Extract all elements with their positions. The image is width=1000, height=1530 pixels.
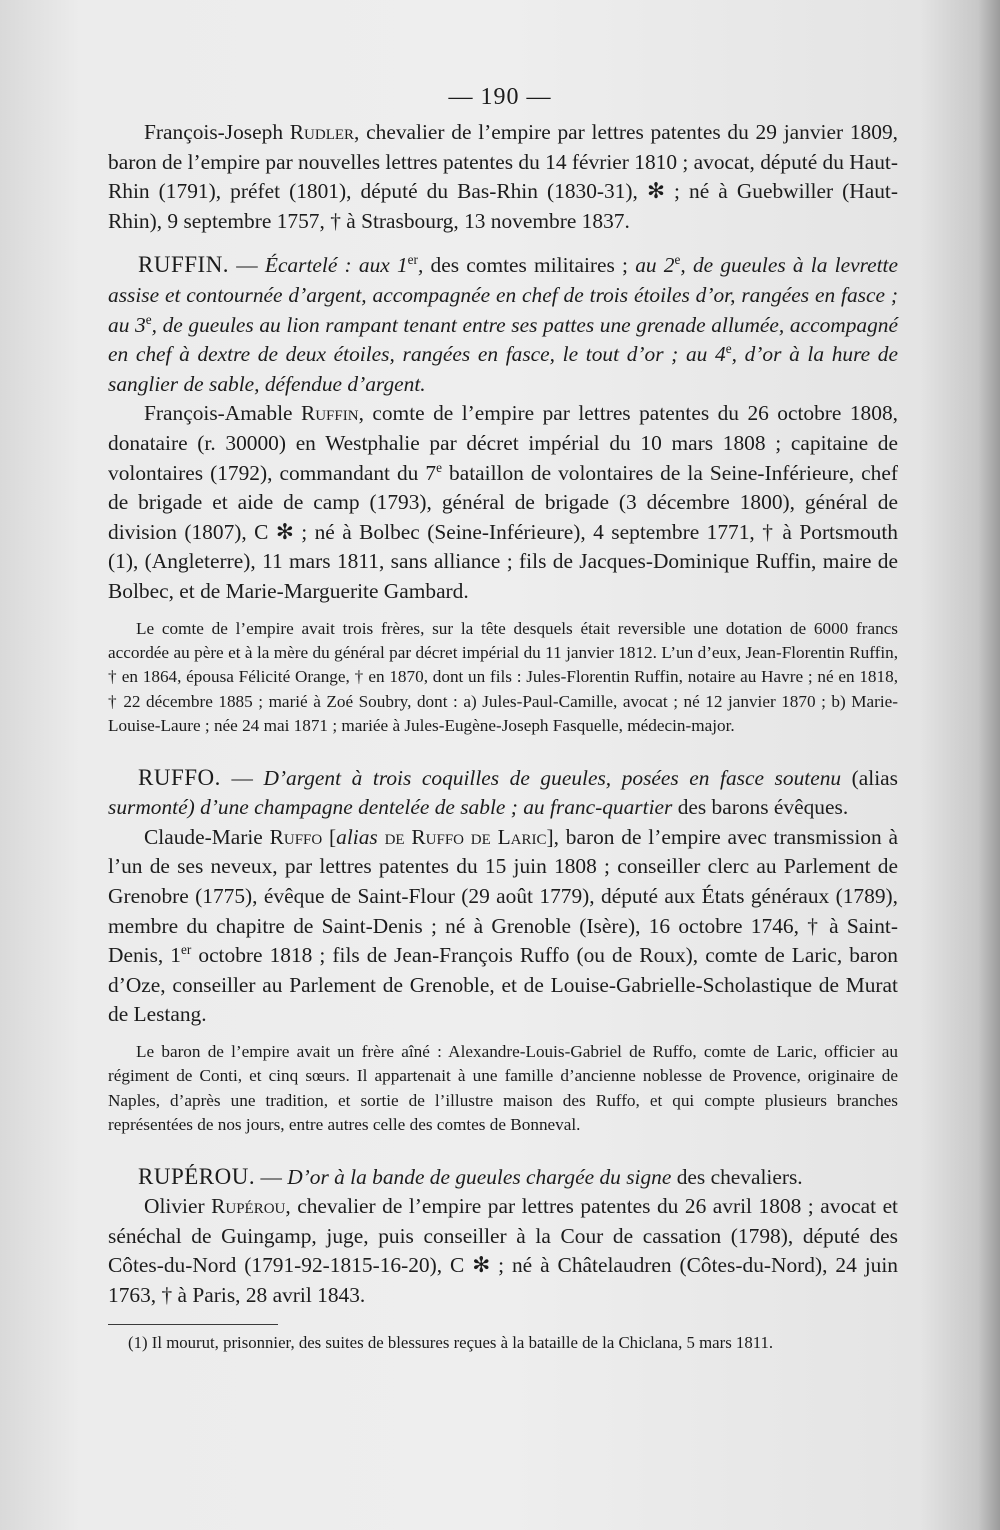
ruffo-arms-a: D’argent à trois coquilles de gueules, posées en fasce soutenu xyxy=(263,765,852,790)
ruffin-arms-1-sup: er xyxy=(407,252,418,268)
ruperou-dash: — xyxy=(255,1164,288,1189)
ruffin-arms-2b: au 2 xyxy=(635,253,675,278)
rudler-text: , chevalier de l’empire par lettres patentes du 29 janvier 1809, baron de l’empire par nouvelles lettres patentes du 14 février 1810 ; avocat, député du Haut-Rhin (1791), préfet (1801), député du Bas-Rhin (1830-31), ✻ ; né à Guebwiller (Haut-Rhin), 9 septembre 1757, † à Strasbourg, 13 novembre 1837. xyxy=(108,120,898,233)
ruffo-bracket-open: [ xyxy=(322,824,337,849)
ruperou-entry xyxy=(108,1192,898,1310)
ruperou-arms xyxy=(108,1162,898,1193)
ruffo-arms xyxy=(108,763,898,823)
ruffo-given-name: Claude-Marie xyxy=(144,824,270,849)
ruffin-arms xyxy=(108,250,898,399)
ruffo-text-b: octobre 1818 ; fils de Jean-François Ruffo (ou de Roux), comte de Laric, baron d’Oze, conseiller au Parlement de Grenoble, et de Louise-Gabrielle-Scholastique de Murat de Lestang. xyxy=(108,943,898,1027)
ruperou-arms-b: des chevaliers. xyxy=(676,1164,803,1189)
ruffo-arms-b: (alias xyxy=(851,765,898,790)
ruffin-arms-4c: , d’or à la hure de sanglier de sable, défendue d’argent. xyxy=(108,342,898,396)
ruffin-text-b: bataillon de volontaires de la Seine-Inférieure, chef de brigade et aide de camp (1793), général de brigade (3 décembre 1800), général de division (1807), C ✻ ; né à Bolbec (Seine-Inférieure), 4 septembre 1771, † à Portsmouth (1), (Angleterre), 11 mars 1811, sans alliance ; fils de Jacques-Dominique Ruffin, maire de Bolbec, et de Marie-Marguerite Gambard. xyxy=(108,460,898,603)
ruperou-family-name: RUPÉROU. xyxy=(138,1163,256,1189)
ruffin-arms-2-sup: e xyxy=(674,252,681,268)
ruperou-text: , chevalier de l’empire par lettres patentes du 26 avril 1808 ; avocat et sénéchal de Guingamp, juge, puis conseiller à la Cour de cassation (1798), député des Côtes-du-Nord (1791-92-1815-16-20), C ✻ ; né à Châtelaudren (Côtes-du-Nord), 24 juin 1763, † à Paris, 28 avril 1843. xyxy=(108,1194,899,1307)
ruffin-notice: Le comte de l’empire avait trois frères, sur la tête desquels était reversible une dotation de 6000 francs accordée au père et à la mère du général par décret impérial du 11 janvier 1812. L’un d’eux, Jean-Florentin Ruffin, † en 1864, épousa Félicité Orange, † en 1870, dont un fils : Jules-Florentin Ruffin, notaire au Havre ; né en 1818, † 22 décembre 1885 ; marié à Zoé Soubry, dont : a) Jules-Paul-Camille, avocat ; né 12 janvier 1870 ; b) Marie-Louise-Laure ; née 24 mai 1871 ; mariée à Jules-Eugène-Joseph Fasquelle, médecin-major. xyxy=(108,618,898,736)
ruffo-text-sup: er xyxy=(181,941,192,957)
ruffin-dash: — xyxy=(229,253,265,278)
ruffo-notice: Le baron de l’empire avait un frère aîné : Alexandre-Louis-Gabriel de Ruffo, comte de Laric, officier au régiment de Conti, et cinq sœurs. Il appartenait à une famille d’ancienne noblesse de Provence, originaire de Naples, d’après une tradition, et sortie de l’illustre maison des Ruffo, et qui compte plusieurs branches représentées de nos jours, entre autres celle des comtes de Bonneval. xyxy=(108,1041,898,1135)
ruffo-bracket-close: ] xyxy=(546,824,554,849)
page-edge-shadow xyxy=(978,0,1000,1530)
ruffin-arms-3-sup: e xyxy=(145,311,152,327)
ruffo-entry xyxy=(108,823,898,1030)
ruffin-arms-4-sup: e xyxy=(725,341,732,357)
ruffo-surname: Ruffo xyxy=(269,824,323,849)
ruffin-arms-2: des comtes militaires ; xyxy=(430,253,636,278)
ruffo-text-a: , baron de l’empire avec transmission à l’un de ses neveux, par lettres patentes du 15 juin 1808 ; conseiller clerc au Parlement de Grenobre (1775), évêque de Saint-Flour (29 août 1779), député aux États généraux (1789), membre du chapitre de Saint-Denis ; né à Grenoble (Isère), 16 octobre 1746, † à Saint-Denis, 1 xyxy=(108,824,898,968)
ruffin-arms-3c: , de gueules au lion rampant tenant entre ses pattes une grenade allumée, accompagné en chef à dextre de deux étoiles, rangées en fasce, le tout d’or ; au 4 xyxy=(108,312,898,367)
ruffo-arms-c: surmonté) d’une champagne dentelée de sable ; au franc-quartier xyxy=(108,795,678,820)
ruffin-family-name: RUFFIN. xyxy=(138,252,230,278)
ruperou-surname: Rupérou xyxy=(211,1194,286,1219)
ruffin-arms-2c: , de gueules à la levrette assise et contournée d’argent, accompagnée en chef de trois étoiles d’or, rangées en fasce ; au 3 xyxy=(108,253,898,337)
ruffin-arms-1: Écartelé : aux 1 xyxy=(264,253,408,278)
ruperou-arms-a: D’or à la bande de gueules chargée du signe xyxy=(287,1164,677,1189)
ruffin-surname: Ruffin xyxy=(300,401,359,426)
ruffo-alias-name: de Ruffo de Laric xyxy=(377,824,547,849)
page-body xyxy=(108,118,898,1355)
footnote-separator xyxy=(108,1324,278,1325)
ruffin-text-sup: e xyxy=(436,459,442,475)
ruffin-arms-1b: , xyxy=(417,253,431,278)
ruffin-entry xyxy=(108,399,898,606)
footnote: (1) Il mourut, prisonnier, des suites de blessures reçues à la bataille de la Chiclana, 5 mars 1811. xyxy=(128,1333,774,1353)
rudler-entry xyxy=(108,118,898,236)
rudler-surname: Rudler xyxy=(289,120,355,144)
ruffo-alias: alias xyxy=(336,824,378,849)
ruperou-given-name: Olivier xyxy=(144,1194,212,1219)
ruffin-given-name: François-Amable xyxy=(144,401,301,426)
ruffo-family-name: RUFFO. xyxy=(138,764,221,790)
ruffo-dash: — xyxy=(220,765,264,790)
rudler-given-name: François-Joseph xyxy=(144,120,290,144)
ruffo-arms-d: des barons évêques. xyxy=(677,795,849,820)
ruffin-text-a: , comte de l’empire par lettres patentes du 26 octobre 1808, donataire (r. 30000) en Westphalie par décret impérial du 10 mars 1808 ; capitaine de volontaires (1792), commandant du 7 xyxy=(108,401,898,485)
page-number: — 190 — xyxy=(448,84,552,110)
